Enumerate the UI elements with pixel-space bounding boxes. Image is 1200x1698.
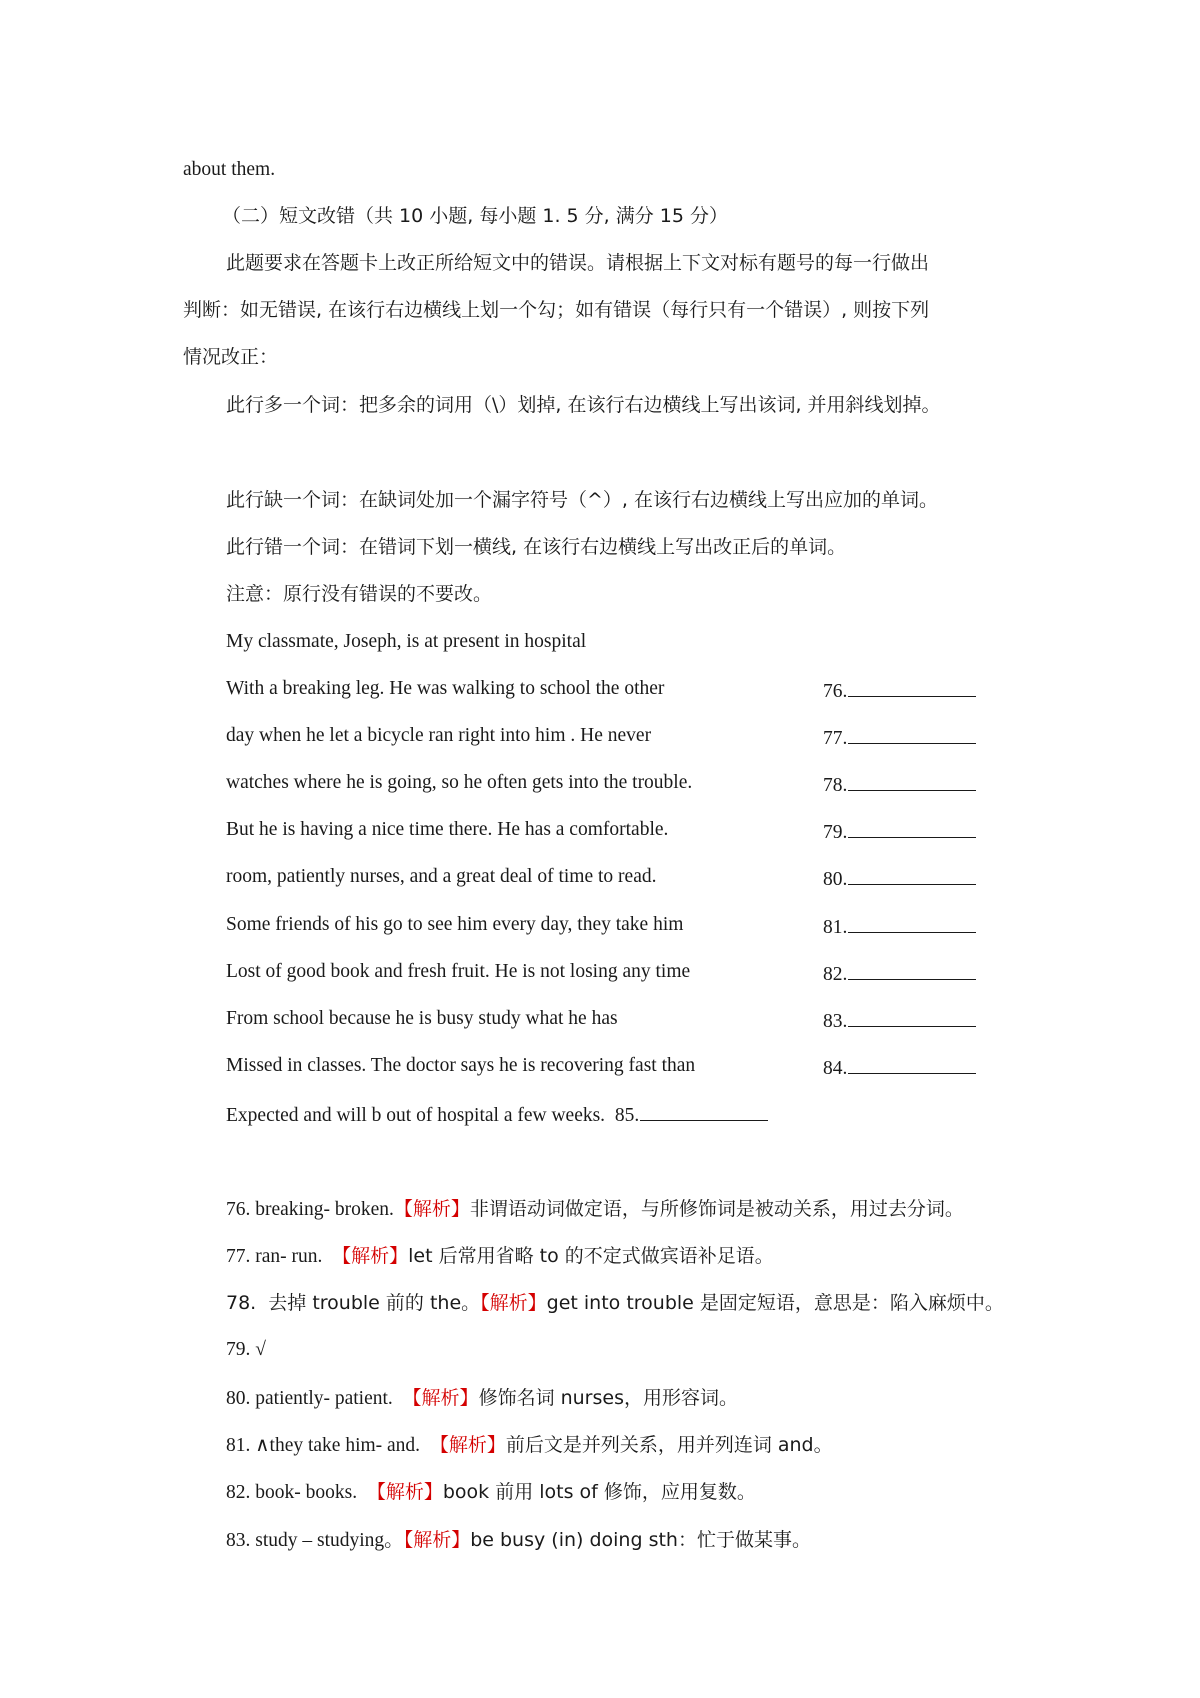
answer-number: 78.: [823, 775, 848, 796]
passage-text: room, patiently nurses, and a great deal of time to read.: [226, 866, 657, 887]
instruction-missing-word: 此行缺一个词：在缺词处加一个漏字符号（^）, 在该行右边横线上写出应加的单词。: [226, 489, 939, 511]
answer-correction: 80. patiently- patient.: [226, 1388, 403, 1409]
answer-number: 84.: [823, 1058, 848, 1079]
answer-slot: [823, 724, 976, 751]
passage-text: But he is having a nice time there. He has a comfortable.: [226, 819, 669, 840]
instruction-line-3: 情况改正：: [183, 346, 279, 368]
answer-blank[interactable]: [848, 913, 976, 933]
answer-number: 76.: [823, 681, 848, 702]
answer-slot: [823, 771, 976, 798]
answer-correction: 81. ∧they take him- and.: [226, 1435, 430, 1456]
answer-correction: 77. ran- run.: [226, 1246, 333, 1267]
instruction-line-1: 此题要求在答题卡上改正所给短文中的错误。请根据上下文对标有题号的每一行做出: [226, 252, 930, 274]
instruction-note: 注意：原行没有错误的不要改。: [226, 583, 493, 605]
passage-text: With a breaking leg. He was walking to school the other: [226, 678, 665, 699]
answer-slot: [823, 1007, 976, 1034]
answer-blank[interactable]: [848, 865, 976, 885]
answer-key-79: [226, 1338, 266, 1362]
answer-blank[interactable]: [640, 1101, 768, 1121]
answer-blank[interactable]: [848, 771, 976, 791]
answer-blank[interactable]: [848, 818, 976, 838]
instruction-extra-word: 此行多一个词：把多余的词用（\）划掉, 在该行右边横线上写出该词, 并用斜线划掉。: [226, 394, 941, 416]
passage-text: day when he let a bicycle ran right into him . He never: [226, 725, 652, 746]
instruction-wrong-word: 此行错一个词：在错词下划一横线, 在该行右边横线上写出改正后的单词。: [226, 536, 847, 558]
analysis-tag: 【解析】: [429, 1434, 506, 1456]
passage-text: Lost of good book and fresh fruit. He is not losing any time: [226, 961, 691, 982]
answer-blank[interactable]: [848, 960, 976, 980]
answer-explanation: 修饰名词 nurses，用形容词。: [478, 1387, 738, 1409]
passage-text: Expected and will b out of hospital a few weeks.: [226, 1105, 606, 1126]
analysis-tag: 【解析】: [402, 1387, 479, 1409]
answer-blank[interactable]: [848, 724, 976, 744]
answer-slot: [823, 677, 976, 704]
answer-key-76: [226, 1197, 964, 1222]
answer-number: 85.: [614, 1105, 640, 1126]
answer-key-81: [226, 1433, 833, 1458]
answer-number: 82.: [823, 964, 848, 985]
answer-correction: 76. breaking- broken.: [226, 1199, 394, 1220]
answer-number: 79.: [823, 822, 848, 843]
answer-key-82: [226, 1480, 756, 1505]
answer-key-77: [226, 1244, 774, 1269]
answer-explanation: book 前用 lots of 修饰，应用复数。: [442, 1481, 756, 1503]
answer-explanation: 非谓语动词做定语，与所修饰词是被动关系，用过去分词。: [469, 1198, 964, 1220]
answer-key-83: [226, 1528, 811, 1553]
answer-slot: [823, 1054, 976, 1081]
analysis-tag: 【解析】: [403, 1529, 471, 1551]
instruction-line-2: 判断：如无错误, 在该行右边横线上划一个勾；如有错误（每行只有一个错误）, 则按下列: [183, 299, 930, 321]
answer-number: 77.: [823, 728, 848, 749]
passage-first-line: My classmate, Joseph, is at present in hospital: [226, 631, 587, 652]
answer-slot: [823, 818, 976, 845]
answer-explanation: get into trouble 是固定短语，意思是：陷入麻烦中。: [546, 1292, 1004, 1314]
answer-blank[interactable]: [848, 677, 976, 697]
answer-explanation: be busy (in) doing sth：忙于做某事。: [470, 1529, 811, 1551]
answer-key-80: [226, 1386, 738, 1411]
answer-correction: 82. book- books.: [226, 1482, 367, 1503]
answer-correction: 79. √: [226, 1339, 266, 1360]
answer-correction: 83. study – studying。: [226, 1530, 404, 1551]
analysis-tag: 【解析】: [366, 1481, 443, 1503]
answer-blank[interactable]: [848, 1054, 976, 1074]
answer-explanation: 前后文是并列关系，用并列连词 and。: [505, 1434, 833, 1456]
answer-blank[interactable]: [848, 1007, 976, 1027]
answer-key-78: [226, 1291, 1004, 1316]
passage-text: From school because he is busy study what he has: [226, 1008, 618, 1029]
answer-number: 81.: [823, 917, 848, 938]
intro-tail: about them.: [183, 159, 276, 180]
passage-text: Some friends of his go to see him every day, they take him: [226, 914, 684, 935]
answer-correction: 78. 去掉 trouble 前的 the。: [226, 1292, 481, 1314]
answer-number: 83.: [823, 1011, 848, 1032]
answer-explanation: let 后常用省略 to 的不定式做宾语补足语。: [408, 1245, 774, 1267]
answer-number: 80.: [823, 869, 848, 890]
analysis-tag: 【解析】: [393, 1198, 470, 1220]
section-title: （二）短文改错（共 10 小题, 每小题 1. 5 分, 满分 15 分）: [222, 205, 729, 227]
analysis-tag: 【解析】: [480, 1292, 547, 1314]
analysis-tag: 【解析】: [332, 1245, 409, 1267]
answer-slot: [823, 913, 976, 940]
passage-text: watches where he is going, so he often gets into the trouble.: [226, 772, 693, 793]
answer-slot: [823, 865, 976, 892]
passage-last-line: [226, 1101, 768, 1128]
answer-slot: [823, 960, 976, 987]
passage-text: Missed in classes. The doctor says he is recovering fast than: [226, 1055, 696, 1076]
